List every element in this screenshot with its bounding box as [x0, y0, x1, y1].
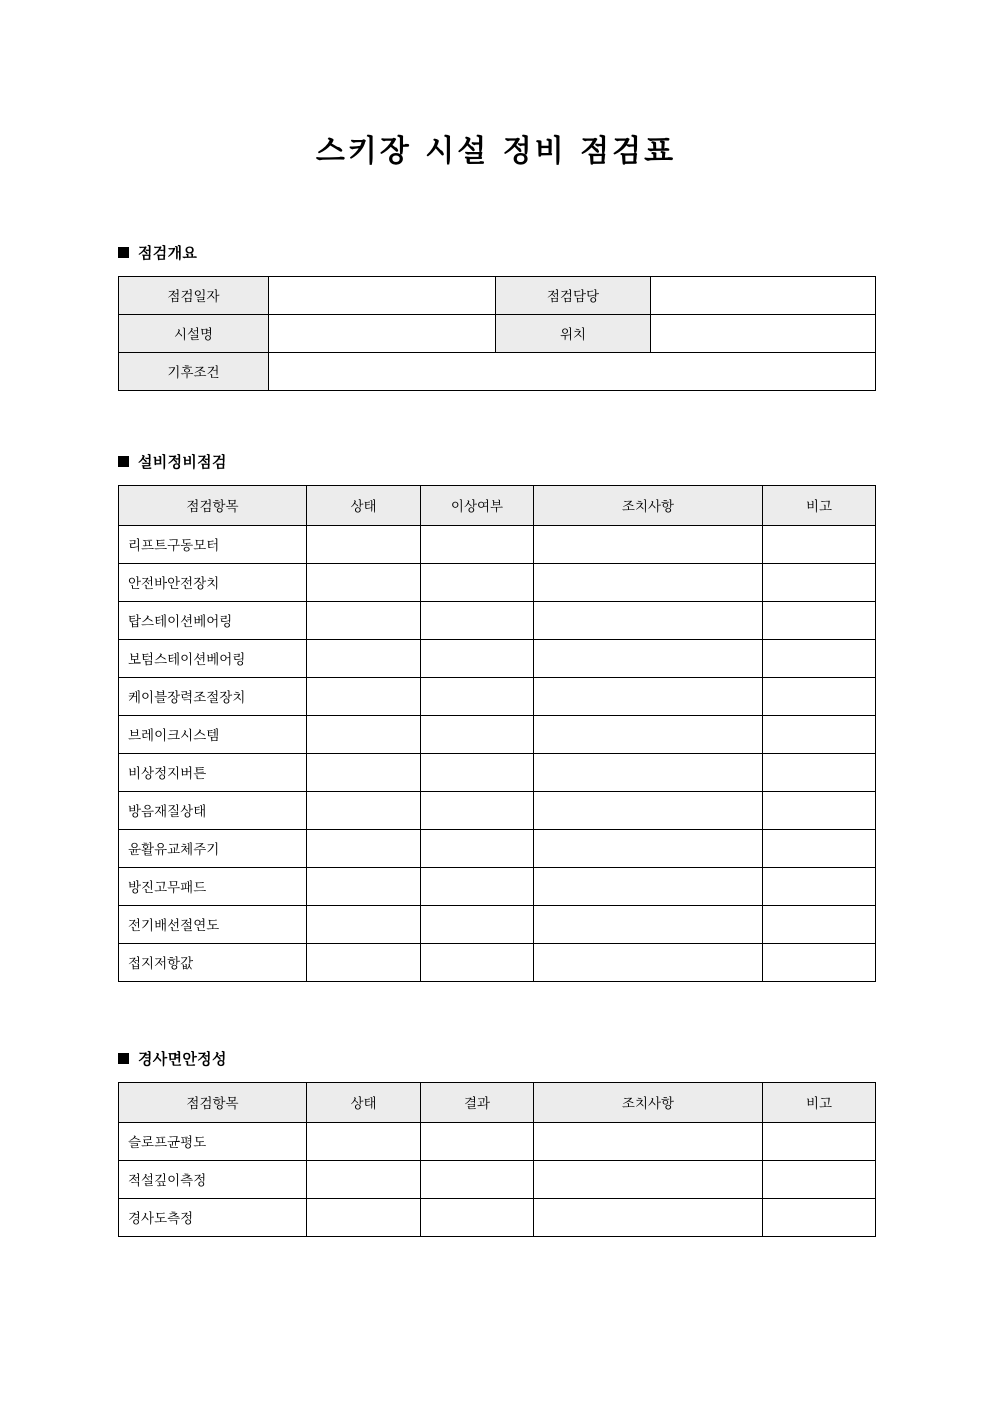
slope-item-name: 경사도측정 [119, 1198, 307, 1236]
equipment-item-name: 리프트구동모터 [119, 525, 307, 563]
section-equipment-heading [118, 453, 875, 471]
table-row [119, 601, 876, 639]
table-row [119, 276, 876, 314]
equipment-field-note[interactable] [763, 905, 876, 943]
equipment-col-note: 비고 [763, 485, 876, 525]
equipment-field-state[interactable] [307, 715, 421, 753]
equipment-item-name: 탑스테이션베어링 [119, 601, 307, 639]
equipment-field-state[interactable] [307, 525, 421, 563]
equipment-field-note[interactable] [763, 943, 876, 981]
equipment-field-state[interactable] [307, 601, 421, 639]
equipment-field-result[interactable] [421, 829, 534, 867]
table-row [119, 1160, 876, 1198]
slope-col-note: 비고 [763, 1082, 876, 1122]
slope-field-result[interactable] [421, 1160, 534, 1198]
equipment-field-state[interactable] [307, 791, 421, 829]
square-bullet-icon [118, 247, 129, 258]
table-row [119, 715, 876, 753]
equipment-field-result[interactable] [421, 867, 534, 905]
equipment-item-name: 접지저항값 [119, 943, 307, 981]
overview-field-location[interactable] [651, 314, 876, 352]
equipment-field-state[interactable] [307, 943, 421, 981]
overview-table [118, 276, 876, 391]
equipment-field-action[interactable] [534, 639, 763, 677]
equipment-field-result[interactable] [421, 715, 534, 753]
equipment-field-note[interactable] [763, 639, 876, 677]
square-bullet-icon [118, 456, 129, 467]
equipment-item-name: 방음재질상태 [119, 791, 307, 829]
slope-item-name: 슬로프균평도 [119, 1122, 307, 1160]
overview-label-weather: 기후조건 [119, 352, 269, 390]
equipment-item-name: 브레이크시스템 [119, 715, 307, 753]
slope-field-result[interactable] [421, 1198, 534, 1236]
equipment-field-state[interactable] [307, 867, 421, 905]
table-row [119, 525, 876, 563]
table-row [119, 753, 876, 791]
equipment-item-name: 안전바안전장치 [119, 563, 307, 601]
slope-field-result[interactable] [421, 1122, 534, 1160]
equipment-field-note[interactable] [763, 715, 876, 753]
equipment-field-note[interactable] [763, 601, 876, 639]
equipment-field-note[interactable] [763, 525, 876, 563]
equipment-col-item: 점검항목 [119, 485, 307, 525]
equipment-field-note[interactable] [763, 867, 876, 905]
equipment-field-note[interactable] [763, 677, 876, 715]
slope-field-state[interactable] [307, 1198, 421, 1236]
table-row [119, 1122, 876, 1160]
equipment-field-action[interactable] [534, 563, 763, 601]
equipment-field-note[interactable] [763, 563, 876, 601]
overview-label-location: 위치 [496, 314, 651, 352]
overview-field-inspection-date[interactable] [269, 276, 496, 314]
equipment-field-action[interactable] [534, 943, 763, 981]
equipment-field-result[interactable] [421, 753, 534, 791]
overview-label-inspection-date: 점검일자 [119, 276, 269, 314]
table-header-row [119, 485, 876, 525]
slope-field-note[interactable] [763, 1198, 876, 1236]
equipment-col-state: 상태 [307, 485, 421, 525]
slope-item-name: 적설깊이측정 [119, 1160, 307, 1198]
equipment-field-state[interactable] [307, 563, 421, 601]
slope-col-item: 점검항목 [119, 1082, 307, 1122]
equipment-field-state[interactable] [307, 829, 421, 867]
equipment-field-state[interactable] [307, 905, 421, 943]
equipment-table [118, 485, 876, 982]
equipment-col-action: 조치사항 [534, 485, 763, 525]
equipment-field-action[interactable] [534, 867, 763, 905]
equipment-field-action[interactable] [534, 791, 763, 829]
slope-field-state[interactable] [307, 1160, 421, 1198]
equipment-field-result[interactable] [421, 639, 534, 677]
equipment-item-name: 윤활유교체주기 [119, 829, 307, 867]
equipment-field-action[interactable] [534, 601, 763, 639]
equipment-col-abnormality: 이상여부 [421, 485, 534, 525]
table-row [119, 867, 876, 905]
equipment-field-action[interactable] [534, 525, 763, 563]
slope-col-state: 상태 [307, 1082, 421, 1122]
equipment-field-result[interactable] [421, 601, 534, 639]
equipment-field-result[interactable] [421, 677, 534, 715]
equipment-field-result[interactable] [421, 525, 534, 563]
slope-table [118, 1082, 876, 1237]
section-equipment [0, 453, 992, 982]
slope-field-note[interactable] [763, 1160, 876, 1198]
section-overview [0, 244, 992, 391]
slope-field-state[interactable] [307, 1122, 421, 1160]
equipment-field-action[interactable] [534, 677, 763, 715]
section-slope-heading-label: 경사면안정성 [138, 1049, 227, 1068]
section-overview-heading-label: 점검개요 [138, 243, 198, 262]
equipment-field-note[interactable] [763, 791, 876, 829]
equipment-field-state[interactable] [307, 639, 421, 677]
section-overview-heading [118, 244, 875, 262]
table-row [119, 352, 876, 390]
section-slope-heading [118, 1050, 875, 1068]
table-row [119, 943, 876, 981]
slope-field-action[interactable] [534, 1122, 763, 1160]
overview-field-inspector[interactable] [651, 276, 876, 314]
slope-field-action[interactable] [534, 1198, 763, 1236]
equipment-field-result[interactable] [421, 563, 534, 601]
table-row [119, 677, 876, 715]
overview-label-inspector: 점검담당 [496, 276, 651, 314]
table-header-row [119, 1082, 876, 1122]
slope-field-action[interactable] [534, 1160, 763, 1198]
equipment-item-name: 방진고무패드 [119, 867, 307, 905]
overview-field-facility-name[interactable] [269, 314, 496, 352]
equipment-field-action[interactable] [534, 753, 763, 791]
equipment-item-name: 비상정지버튼 [119, 753, 307, 791]
table-row [119, 563, 876, 601]
slope-col-result: 결과 [421, 1082, 534, 1122]
slope-col-action: 조치사항 [534, 1082, 763, 1122]
overview-field-weather[interactable] [269, 352, 876, 390]
table-row [119, 639, 876, 677]
equipment-field-action[interactable] [534, 715, 763, 753]
equipment-item-name: 전기배선절연도 [119, 905, 307, 943]
equipment-field-state[interactable] [307, 677, 421, 715]
equipment-field-result[interactable] [421, 943, 534, 981]
equipment-field-result[interactable] [421, 905, 534, 943]
table-row [119, 1198, 876, 1236]
equipment-field-action[interactable] [534, 829, 763, 867]
section-equipment-heading-label: 설비정비점검 [138, 452, 227, 471]
section-slope [0, 1050, 992, 1237]
equipment-field-result[interactable] [421, 791, 534, 829]
page-title: 스키장 시설 정비 점검표 [315, 134, 677, 169]
overview-label-facility-name: 시설명 [119, 314, 269, 352]
square-bullet-icon [118, 1053, 129, 1064]
table-row [119, 791, 876, 829]
table-row [119, 314, 876, 352]
equipment-field-state[interactable] [307, 753, 421, 791]
table-row [119, 829, 876, 867]
equipment-field-note[interactable] [763, 829, 876, 867]
equipment-field-note[interactable] [763, 753, 876, 791]
equipment-item-name: 케이블장력조절장치 [119, 677, 307, 715]
equipment-field-action[interactable] [534, 905, 763, 943]
equipment-item-name: 보텀스테이션베어링 [119, 639, 307, 677]
table-row [119, 905, 876, 943]
slope-field-note[interactable] [763, 1122, 876, 1160]
